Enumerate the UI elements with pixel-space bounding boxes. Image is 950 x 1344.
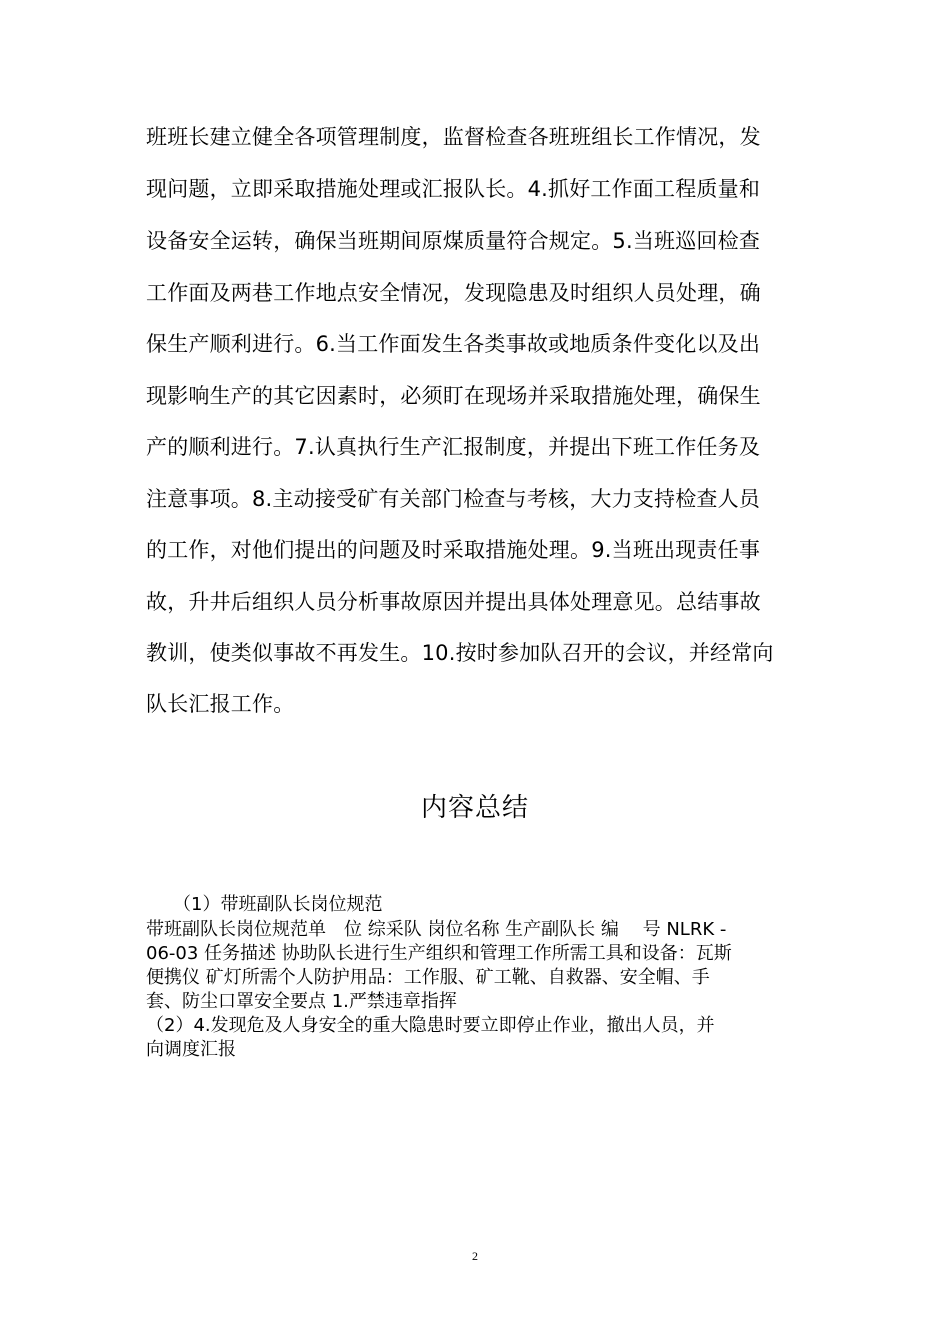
body-line-7: 产的顺利进行。7.认真执行生产汇报制度，并提出下班工作任务及 — [146, 435, 761, 459]
body-line-2: 现问题，立即采取措施处理或汇报队长。4.抓好工作面工程质量和 — [146, 177, 761, 201]
page-number: 2 — [472, 1249, 478, 1263]
summary-line-2: 带班副队长岗位规范单 位 综采队 岗位名称 生产副队长 编 号 NLRK - — [146, 919, 727, 940]
summary-line-1: （1）带班副队长岗位规范 — [146, 894, 383, 915]
summary-line-4: 便携仪 矿灯所需个人防护用品：工作服、矿工靴、自救器、安全帽、手 — [146, 967, 710, 988]
body-line-3: 设备安全运转，确保当班期间原煤质量符合规定。5.当班巡回检查 — [146, 229, 761, 253]
summary-title: 内容总结 — [420, 793, 529, 823]
body-line-10: 故，升井后组织人员分析事故原因并提出具体处理意见。总结事故 — [146, 590, 761, 614]
summary-line-7: 向调度汇报 — [146, 1039, 236, 1060]
body-line-8: 注意事项。8.主动接受矿有关部门检查与考核，大力支持检查人员 — [146, 487, 761, 511]
summary-line-5: 套、防尘口罩安全要点 1.严禁违章指挥 — [146, 991, 457, 1012]
body-line-9: 的工作，对他们提出的问题及时采取措施处理。9.当班出现责任事 — [146, 538, 761, 562]
body-line-5: 保生产顺利进行。6.当工作面发生各类事故或地质条件变化以及出 — [146, 332, 761, 356]
summary-line-3: 06-03 任务描述 协助队长进行生产组织和管理工作所需工具和设备：瓦斯 — [146, 943, 732, 964]
summary-line-6: （2）4.发现危及人身安全的重大隐患时要立即停止作业，撤出人员，并 — [146, 1015, 715, 1036]
body-line-1: 班班长建立健全各项管理制度，监督检查各班班组长工作情况，发 — [146, 125, 761, 149]
body-line-6: 现影响生产的其它因素时，必须盯在现场并采取措施处理，确保生 — [146, 384, 761, 408]
body-line-11: 教训，使类似事故不再发生。10.按时参加队召开的会议，并经常向 — [146, 641, 774, 665]
body-line-4: 工作面及两巷工作地点安全情况，发现隐患及时组织人员处理，确 — [146, 281, 761, 305]
body-line-12: 队长汇报工作。 — [146, 692, 295, 716]
